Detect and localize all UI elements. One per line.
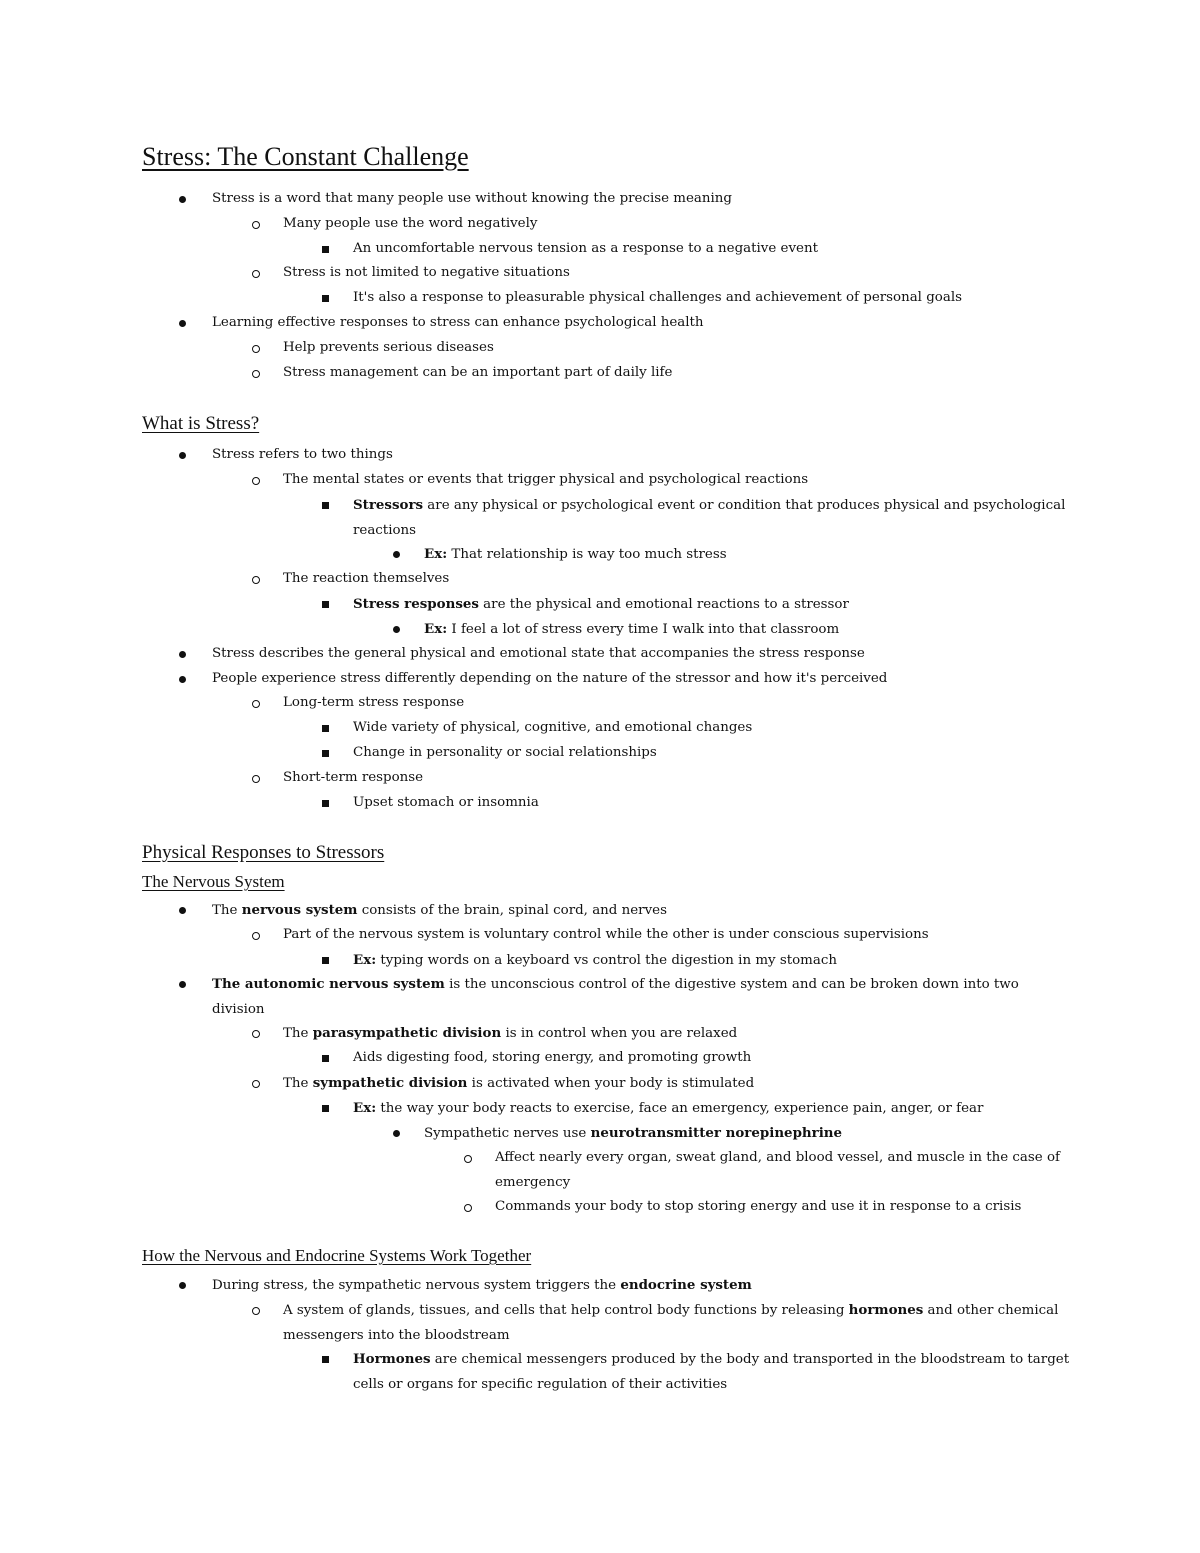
list-item bbox=[212, 311, 1072, 336]
list-item bbox=[353, 592, 1073, 618]
list-item-text: Help prevents serious diseases bbox=[283, 340, 494, 355]
list-item bbox=[283, 567, 1073, 592]
list-item-text: consists of the brain, spinal cord, and nerves bbox=[357, 903, 667, 918]
list-item: During stress, the sympathetic nervous system triggers the endocrine system bbox=[212, 1273, 1072, 1299]
list-item bbox=[212, 187, 1072, 212]
list-item bbox=[424, 542, 1074, 568]
list-item-text: Learning effective responses to stress can enhance psychological health bbox=[212, 315, 704, 330]
list-item bbox=[353, 1046, 1073, 1071]
list-item-text: Upset stomach or insomnia bbox=[353, 795, 539, 810]
list-item-text: Stress is a word that many people use without knowing the precise meaning bbox=[212, 191, 733, 206]
section-heading: Physical Responses to Stressors bbox=[142, 842, 385, 863]
term-bold: Ex: bbox=[353, 952, 377, 968]
term-bold: hormones bbox=[848, 1302, 924, 1318]
list-item bbox=[353, 741, 1073, 766]
section-heading: What is Stress? bbox=[142, 413, 260, 434]
list-item-text: Wide variety of physical, cognitive, and emotional changes bbox=[353, 720, 753, 735]
list-item-text: I feel a lot of stress every time I walk into that classroom bbox=[447, 622, 840, 637]
list-item bbox=[283, 766, 1073, 791]
list-item bbox=[212, 667, 1072, 692]
list-item-text: Stress describes the general physical and emotional state that accompanies the stress response bbox=[212, 646, 865, 661]
list-item: A system of glands, tissues, and cells that help control body functions by releasing hormones and other chemical messengers into the bloodstream bbox=[283, 1298, 1073, 1348]
list-item bbox=[353, 791, 1073, 816]
list-item-text: It's also a response to pleasurable physical challenges and achievement of personal goals bbox=[353, 290, 962, 305]
list-item-text: Affect nearly every organ, sweat gland, and blood vessel, and muscle in the case of emergency bbox=[495, 1150, 1060, 1190]
list-item bbox=[353, 286, 1073, 311]
list-item: Sympathetic nerves use neurotransmitter norepinephrine bbox=[424, 1121, 1074, 1147]
list-item-text: are chemical messengers produced by the body and transported in the bloodstream to target cells or organs for specific regulation of their activities bbox=[353, 1352, 1070, 1392]
list-item-text: An uncomfortable nervous tension as a response to a negative event bbox=[353, 241, 818, 256]
term-bold: parasympathetic division bbox=[312, 1025, 502, 1041]
list-item-text: is activated when your body is stimulated bbox=[467, 1076, 755, 1091]
term-bold: neurotransmitter norepinephrine bbox=[590, 1125, 843, 1141]
list-item-text: The mental states or events that trigger physical and psychological reactions bbox=[283, 472, 809, 487]
term-bold: Stressors bbox=[353, 497, 424, 513]
list-item-text: The reaction themselves bbox=[283, 571, 450, 586]
term-bold: endocrine system bbox=[620, 1277, 752, 1293]
list-item bbox=[353, 493, 1073, 543]
list-item-text: Stress is not limited to negative situations bbox=[283, 265, 570, 280]
list-item-text: Many people use the word negatively bbox=[283, 216, 538, 231]
list-item-text: People experience stress differently depending on the nature of the stressor and how it's perceived bbox=[212, 671, 888, 686]
list-item-text: Aids digesting food, storing energy, and promoting growth bbox=[353, 1050, 752, 1065]
list-item bbox=[353, 237, 1073, 262]
list-item: The nervous system consists of the brain, spinal cord, and nerves bbox=[212, 898, 1072, 924]
term-bold: Ex: bbox=[424, 621, 448, 637]
term-bold: Stress responses bbox=[353, 596, 479, 612]
subsection-heading: The Nervous System bbox=[142, 872, 285, 891]
list-item bbox=[495, 1195, 1075, 1220]
list-item bbox=[283, 336, 1073, 361]
list-item-text: typing words on a keyboard vs control the digestion in my stomach bbox=[376, 953, 837, 968]
list-item-text: and other chemical messengers into the bloodstream bbox=[283, 1303, 1059, 1343]
list-item bbox=[495, 1146, 1075, 1195]
list-item-text: Change in personality or social relationships bbox=[353, 745, 657, 760]
list-item-text: is in control when you are relaxed bbox=[501, 1026, 738, 1041]
list-item bbox=[283, 468, 1073, 493]
list-item bbox=[283, 691, 1073, 716]
list-item bbox=[283, 261, 1073, 286]
list-item bbox=[353, 1096, 1073, 1122]
list-item-text: Long-term stress response bbox=[283, 695, 465, 710]
list-item bbox=[283, 923, 1073, 948]
list-item-text: Part of the nervous system is voluntary control while the other is under conscious supervisions bbox=[283, 927, 929, 942]
list-item-text: Commands your body to stop storing energy and use it in response to a crisis bbox=[495, 1199, 1022, 1214]
list-item bbox=[353, 1347, 1073, 1397]
term-bold: The autonomic nervous system bbox=[212, 976, 445, 992]
list-item bbox=[353, 716, 1073, 741]
list-item bbox=[283, 361, 1073, 386]
list-item bbox=[212, 443, 1072, 468]
list-item bbox=[212, 972, 1072, 1022]
list-item-text: Short-term response bbox=[283, 770, 424, 785]
page-title: Stress: The Constant Challenge bbox=[142, 142, 469, 171]
list-item-text: is the unconscious control of the digestive system and can be broken down into two division bbox=[212, 977, 1019, 1017]
list-item bbox=[283, 212, 1073, 237]
term-bold: nervous system bbox=[241, 902, 358, 918]
list-item bbox=[212, 642, 1072, 667]
list-item-text: are any physical or psychological event or condition that produces physical and psychological reactions bbox=[353, 498, 1066, 538]
list-item-text: are the physical and emotional reactions to a stressor bbox=[478, 597, 849, 612]
list-item-text: Stress management can be an important part of daily life bbox=[283, 365, 673, 380]
term-bold: Ex: bbox=[424, 546, 448, 562]
term-bold: Ex: bbox=[353, 1100, 377, 1116]
list-item-text: Stress refers to two things bbox=[212, 447, 393, 462]
list-item: The sympathetic division is activated when your body is stimulated bbox=[283, 1071, 1073, 1097]
list-item bbox=[424, 617, 1074, 643]
list-item-text: the way your body reacts to exercise, face an emergency, experience pain, anger, or fear bbox=[376, 1101, 984, 1116]
list-item-text: That relationship is way too much stress bbox=[447, 547, 727, 562]
term-bold: sympathetic division bbox=[312, 1075, 468, 1091]
subsection-heading: How the Nervous and Endocrine Systems Work Together bbox=[142, 1246, 532, 1265]
term-bold: Hormones bbox=[353, 1351, 431, 1367]
list-item bbox=[353, 948, 1073, 974]
list-item: The parasympathetic division is in control when you are relaxed bbox=[283, 1021, 1073, 1047]
